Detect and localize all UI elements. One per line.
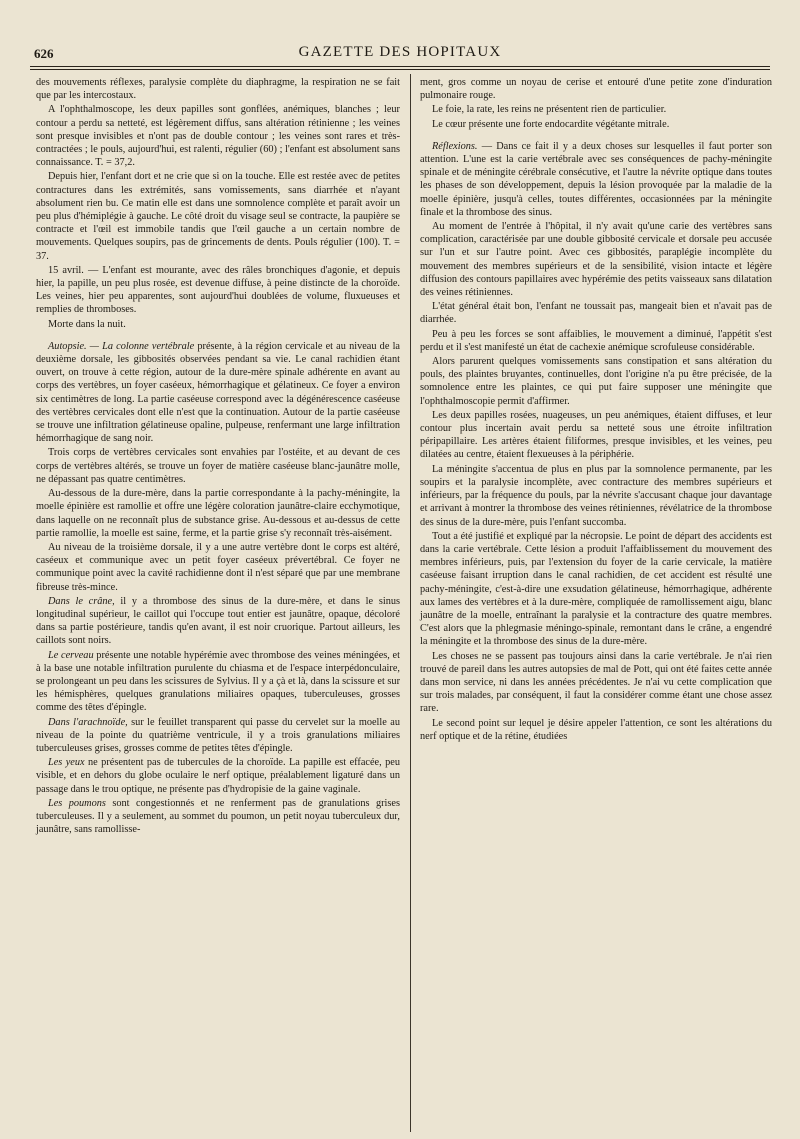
column-divider [410, 74, 411, 1132]
paragraph: Les deux papilles rosées, nuageuses, un peu anémiques, étaient diffuses, et leur contour plus incertain avait perdu sa netteté sous une étroite infiltration péripapillaire. Les artères étaient filiformes, presque invisibles, et les veines, peu dilatées au centre, étaient flexueuses à la périphérie. [420, 409, 772, 461]
header-rule-double [30, 69, 770, 70]
paragraph: Morte dans la nuit. [48, 318, 126, 330]
paragraph: Trois corps de vertèbres cervicales sont envahies par l'ostéite, et au devant de ces corps de vertèbres altérés, se trouve un foyer de matière caséeuse blanc-jaunâtre molle, ne dépassant pas quatre centimètres. [36, 447, 400, 485]
paragraph-body: présente, à la région cervicale et au niveau de la deuxième dorsale, les gibbosités observées pendant sa vie. Le canal rachidien étant ouvert, on trouve à cette région, autour de la dure-mère spinale adhérente en avant au corps des vertèbres, un foyer caséeux, hémorrhagique et gélatineux. Ce foyer a environ six centimètres de long. La partie caséeuse correspond avec la dégénérescence caséeuse des vertèbres cervicales dont elle n'est que la continuation. Autour de la partie caséeuse se trouve une infiltration gélatineuse opaline, pulpeuse, renfermant une large infiltration hémorrhagique de sang noir. [36, 340, 400, 445]
paragraph: Le cœur présente une forte endocardite végétante mitrale. [432, 118, 670, 130]
reflexions-paragraph [420, 140, 772, 219]
paragraph-lead: Réflexions. [432, 140, 478, 152]
page-number: 626 [34, 46, 54, 61]
paragraph [36, 716, 400, 756]
paragraph-lead: Dans le crâne, [48, 595, 115, 607]
paragraph: Au moment de l'entrée à l'hôpital, il n'y avait qu'une carie des vertèbres sans complication, caractérisée par une double gibbosité cervicale et dorsale peu accusée sur l'un et sur l'autre point. Avec ces gibbosités, paraplégie incomplète du mouvement des membres supérieurs et de la sensibilité, vision intacte et légère diffusion des contours papillaires avec hypérémie des petits vaisseaux sans dilatation des veines rétiniennes. [420, 221, 772, 299]
paragraph-body: ne présentent pas de tubercules de la choroïde. La papille est effacée, peu visible, et en dehors du globe oculaire le nerf optique, préalablement ligaturé dans un passage dans le trou optique, ne présente pas d'hydropisie de la gaine vaginale. [36, 757, 400, 795]
paragraph-lead: Les poumons [48, 797, 106, 809]
paragraph-lead: Dans l'arachnoïde, [48, 716, 128, 728]
paragraph-body: — Dans ce fait il y a deux choses sur lesquelles il faut porter son attention. L'une est la carie vertébrale avec ses conséquences de pachy-méningite spinale et de méningite cérébrale consécutive, et l'autre la névrite optique dans toutes les phases de son développement, depuis la lésion provoquée par la maladie de la moelle épinière, jusqu'à celles, toutes différentes, occasionnées par la méningite finale et la thrombose des sinus. [420, 140, 772, 218]
paragraph-body: sont congestionnés et ne renferment pas de granulations grises tuberculeuses. Il y a seulement, au sommet du poumon, un petit noyau tuberculeux dur, jaunâtre, sans ramollisse- [36, 797, 400, 836]
paragraph: A l'ophthalmoscope, les deux papilles sont gonflées, anémiques, blanches ; leur contour a perdu sa netteté, est légèrement diffus, sans altération rétinienne ; les veines sont presque invisibles et n'ont pas de double contour ; les veines sont rares et très-contractées ; le pouls, aujourd'hui, est ralenti, régulier (60) ; l'enfant est absolument sans connaissance. T. = 37,2. [36, 104, 400, 169]
running-title: GAZETTE DES HOPITAUX [298, 44, 502, 60]
right-column [420, 76, 772, 744]
autopsy-paragraph [36, 340, 400, 446]
paragraph [36, 756, 400, 796]
paragraph: Le second point sur lequel je désire appeler l'attention, ce sont les altérations du nerf optique et de la rétine, étudiées [420, 717, 772, 742]
header-rule [30, 66, 770, 67]
paragraph-body: il y a thrombose des sinus de la dure-mère, et dans le sinus longitudinal supérieur, le caillot qui l'occupe tout entier est jaunâtre, opaque, décoloré dans sa partie postérieure, tandis qu'en avant, il est noir cruorique. Partout ailleurs, les caillots sont noirs. [36, 595, 400, 647]
paragraph-lead: Le cerveau [48, 649, 94, 661]
paragraph: Peu à peu les forces se sont affaiblies, le mouvement a diminué, l'appétit s'est perdu et il s'est manifesté un état de cachexie anémique scrofuleuse considérable. [420, 328, 772, 353]
paragraph: des mouvements réflexes, paralysie complète du diaphragme, la respiration ne se fait que par les intercostaux. [36, 77, 400, 102]
paragraph [36, 797, 400, 837]
paragraph: Alors parurent quelques vomissements sans constipation et sans altération du pouls, des plaintes bruyantes, continuelles, dont l'origine n'a pu être précisée, de la somnolence entre les plaintes, ce qui put faire supposer une méningite que l'ophthalmoscopie permit d'affirmer. [420, 356, 772, 407]
paragraph: Tout a été justifié et expliqué par la nécropsie. Le point de départ des accidents est dans la carie vertébrale. Cette lésion a produit l'affaiblissement du mouvement des membres inférieurs, puis, par l'extension du foyer de la carie cervicale, la matière caséeuse faisant irruption dans le canal rachidien, de cet accident est résulté une pachy-méningite, c'est-à-dire une exsudation gélatineuse, hémorrhagique, adhérente aux lames des vertèbres et à la dure-mère, compliquée de ramollissement aigu, blanc jaunâtre de la moelle, entraînant la paralysie et la contracture des quatre membres. C'est alors que la phlegmasie méningo-spinale, remontant dans le crâne, a engendré la méningite et la thrombose des sinus de la dure-mère. [420, 530, 772, 648]
page-header [30, 44, 770, 64]
paragraph-body: sur le feuillet transparent qui passe du cervelet sur la moelle au niveau de la pointe du quatrième ventricule, il y a trois granulations miliaires tuberculeuses grises, grosses comme de petites têtes d'épingle. [36, 716, 400, 754]
paragraph-body: présente une notable hypérémie avec thrombose des veines méningées, et à la base une notable infiltration purulente du chiasma et de l'espace interpédonculaire, se prolongeant un peu dans les scissures de Sylvius. Il y a çà et là, dans la scissure et sur les hémisphères, quelques granulations miliaires opaques, tuberculeuses, grosses comme des têtes d'épingle. [36, 649, 400, 714]
paragraph-lead: Autopsie. — La colonne vertébrale [48, 340, 195, 352]
paragraph: Au niveau de la troisième dorsale, il y a une autre vertèbre dont le corps est altéré, caséeux et communique avec un petit foyer caséeux prévertébral. Ce foyer ne communique point avec la cavité rachidienne dont il n'est séparé que par une membrane fibreuse très-mince. [36, 541, 400, 593]
paragraph: Le foie, la rate, les reins ne présentent rien de particulier. [432, 104, 667, 116]
paragraph: Au-dessous de la dure-mère, dans la partie correspondante à la pachy-méningite, la moelle épinière est ramollie et offre une légère coloration jaunâtre-claire ecchymotique, dans laquelle on ne reconnaît plus de substance grise. Au-dessous et au-dessus de cette partie ramollie, la moelle est saine, ferme, et la partie grise s'y reconnaît très-aisément. [36, 488, 400, 539]
paragraph [36, 595, 400, 648]
paragraph-lead: Les yeux [48, 757, 85, 769]
paragraph [36, 649, 400, 715]
paragraph: ment, gros comme un noyau de cerise et entouré d'une petite zone d'induration pulmonaire rouge. [420, 77, 772, 102]
paragraph: L'état général était bon, l'enfant ne toussait pas, mangeait bien et n'avait pas de diarrhée. [420, 301, 772, 326]
paragraph: 15 avril. — L'enfant est mourante, avec des râles bronchiques d'agonie, et depuis hier, la papille, un peu plus rosée, est devenue diffuse, à peine distincte de la choroïde. Les veines, hier peu apparentes, sont aujourd'hui doublées de volume, fluxueuses et remplies de thromboses. [36, 264, 400, 316]
paragraph: Les choses ne se passent pas toujours ainsi dans la carie vertébrale. Je n'ai rien trouvé de pareil dans les autres autopsies de mal de Pott, qui ont été faites cette année dans mon service, ni dans les années précédentes. Je n'ai vu cette complication que sur trois malades, par conséquent, il faut la considérer comme étant une chose assez rare. [420, 650, 772, 715]
left-column [36, 76, 400, 837]
paragraph: Depuis hier, l'enfant dort et ne crie que si on la touche. Elle est restée avec de petites contractures dans les extrémités, sans vomissements, sans diarrhée et n'ayant absolument rien bu. Ce matin elle est dans une somnolence complète et paraît avoir un peu plus d'hémiplégie à gauche. Le côté droit du visage seul se contracte, la paupière se contracte et l'œil est immobile tandis que l'œil gauche a un certain nombre de mouvements. Quelques soupirs, pas de grincements de dents. Pouls régulier (100). T. = 37. [36, 171, 400, 262]
paragraph: La méningite s'accentua de plus en plus par la somnolence permanente, par les soupirs et la paralysie incomplète, avec contracture des membres supérieurs et inférieurs, par la fréquence du pouls, par la névrite s'accusant chaque jour davantage et arrivant à montrer la thrombose des veines rétiniennes, révélatrice de la thrombose des sinus de la dure-mère, puis l'enfant succomba. [420, 463, 772, 528]
